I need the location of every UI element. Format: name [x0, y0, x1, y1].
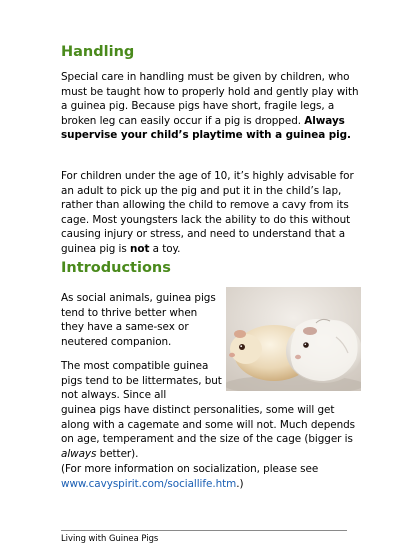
- introductions-p3-text: (For more information on socialization, please see: [61, 463, 319, 475]
- handling-p1-bold: Always supervise your child’s playtime with a guinea pig.: [61, 114, 351, 142]
- handling-p2-text: For children under the age of 10, it’s highly advisable for an adult to pick up the pig and put it in the child’s lap, rather than allowing the child to remove a cavy from its cage. Most youngsters lack the ability to do this without causing injury or stress, and need to understand that a guinea pig is: [61, 170, 354, 255]
- introductions-p2-text: guinea pigs have distinct personalities, some will get along with a cagemate and some will not. Much depends on age, temperament and the size of the cage (bigger is: [61, 404, 356, 446]
- footer-divider: [61, 530, 347, 531]
- handling-paragraph-2: [61, 169, 361, 257]
- introductions-paragraph-2-start: The most compatible guinea pigs tend to be littermates, but not always. Since all: [61, 360, 222, 402]
- handling-p2-end: a toy.: [149, 242, 181, 255]
- introductions-p2-end: better).: [96, 447, 139, 460]
- section-heading-handling: Handling: [61, 44, 135, 60]
- handling-p2-bold: not: [130, 242, 150, 255]
- handling-p1-text: Special care in handling must be given by children, who must be taught how to properly hold and gently play with a guinea pig. Because pigs have short, fragile legs, a broken leg can easily occur if a pig is dropped.: [61, 71, 359, 127]
- cavyspirit-link[interactable]: www.cavyspirit.com/sociallife.htm: [61, 477, 237, 490]
- introductions-p2-italic: always: [61, 447, 97, 460]
- guinea-pigs-illustration: [226, 287, 361, 391]
- introductions-paragraph-3: [61, 462, 361, 491]
- page-footer: Living with Guinea Pigs: [61, 533, 159, 543]
- section-heading-introductions: Introductions: [61, 260, 171, 276]
- introductions-p3-end: .): [236, 477, 244, 490]
- guinea-pigs-photo: [226, 287, 361, 391]
- introductions-paragraph-2-rest: [61, 403, 361, 461]
- handling-paragraph-1: [61, 70, 361, 143]
- introductions-paragraph-1: As social animals, guinea pigs tend to thrive better when they have a same-sex or neutered companion.: [61, 292, 216, 348]
